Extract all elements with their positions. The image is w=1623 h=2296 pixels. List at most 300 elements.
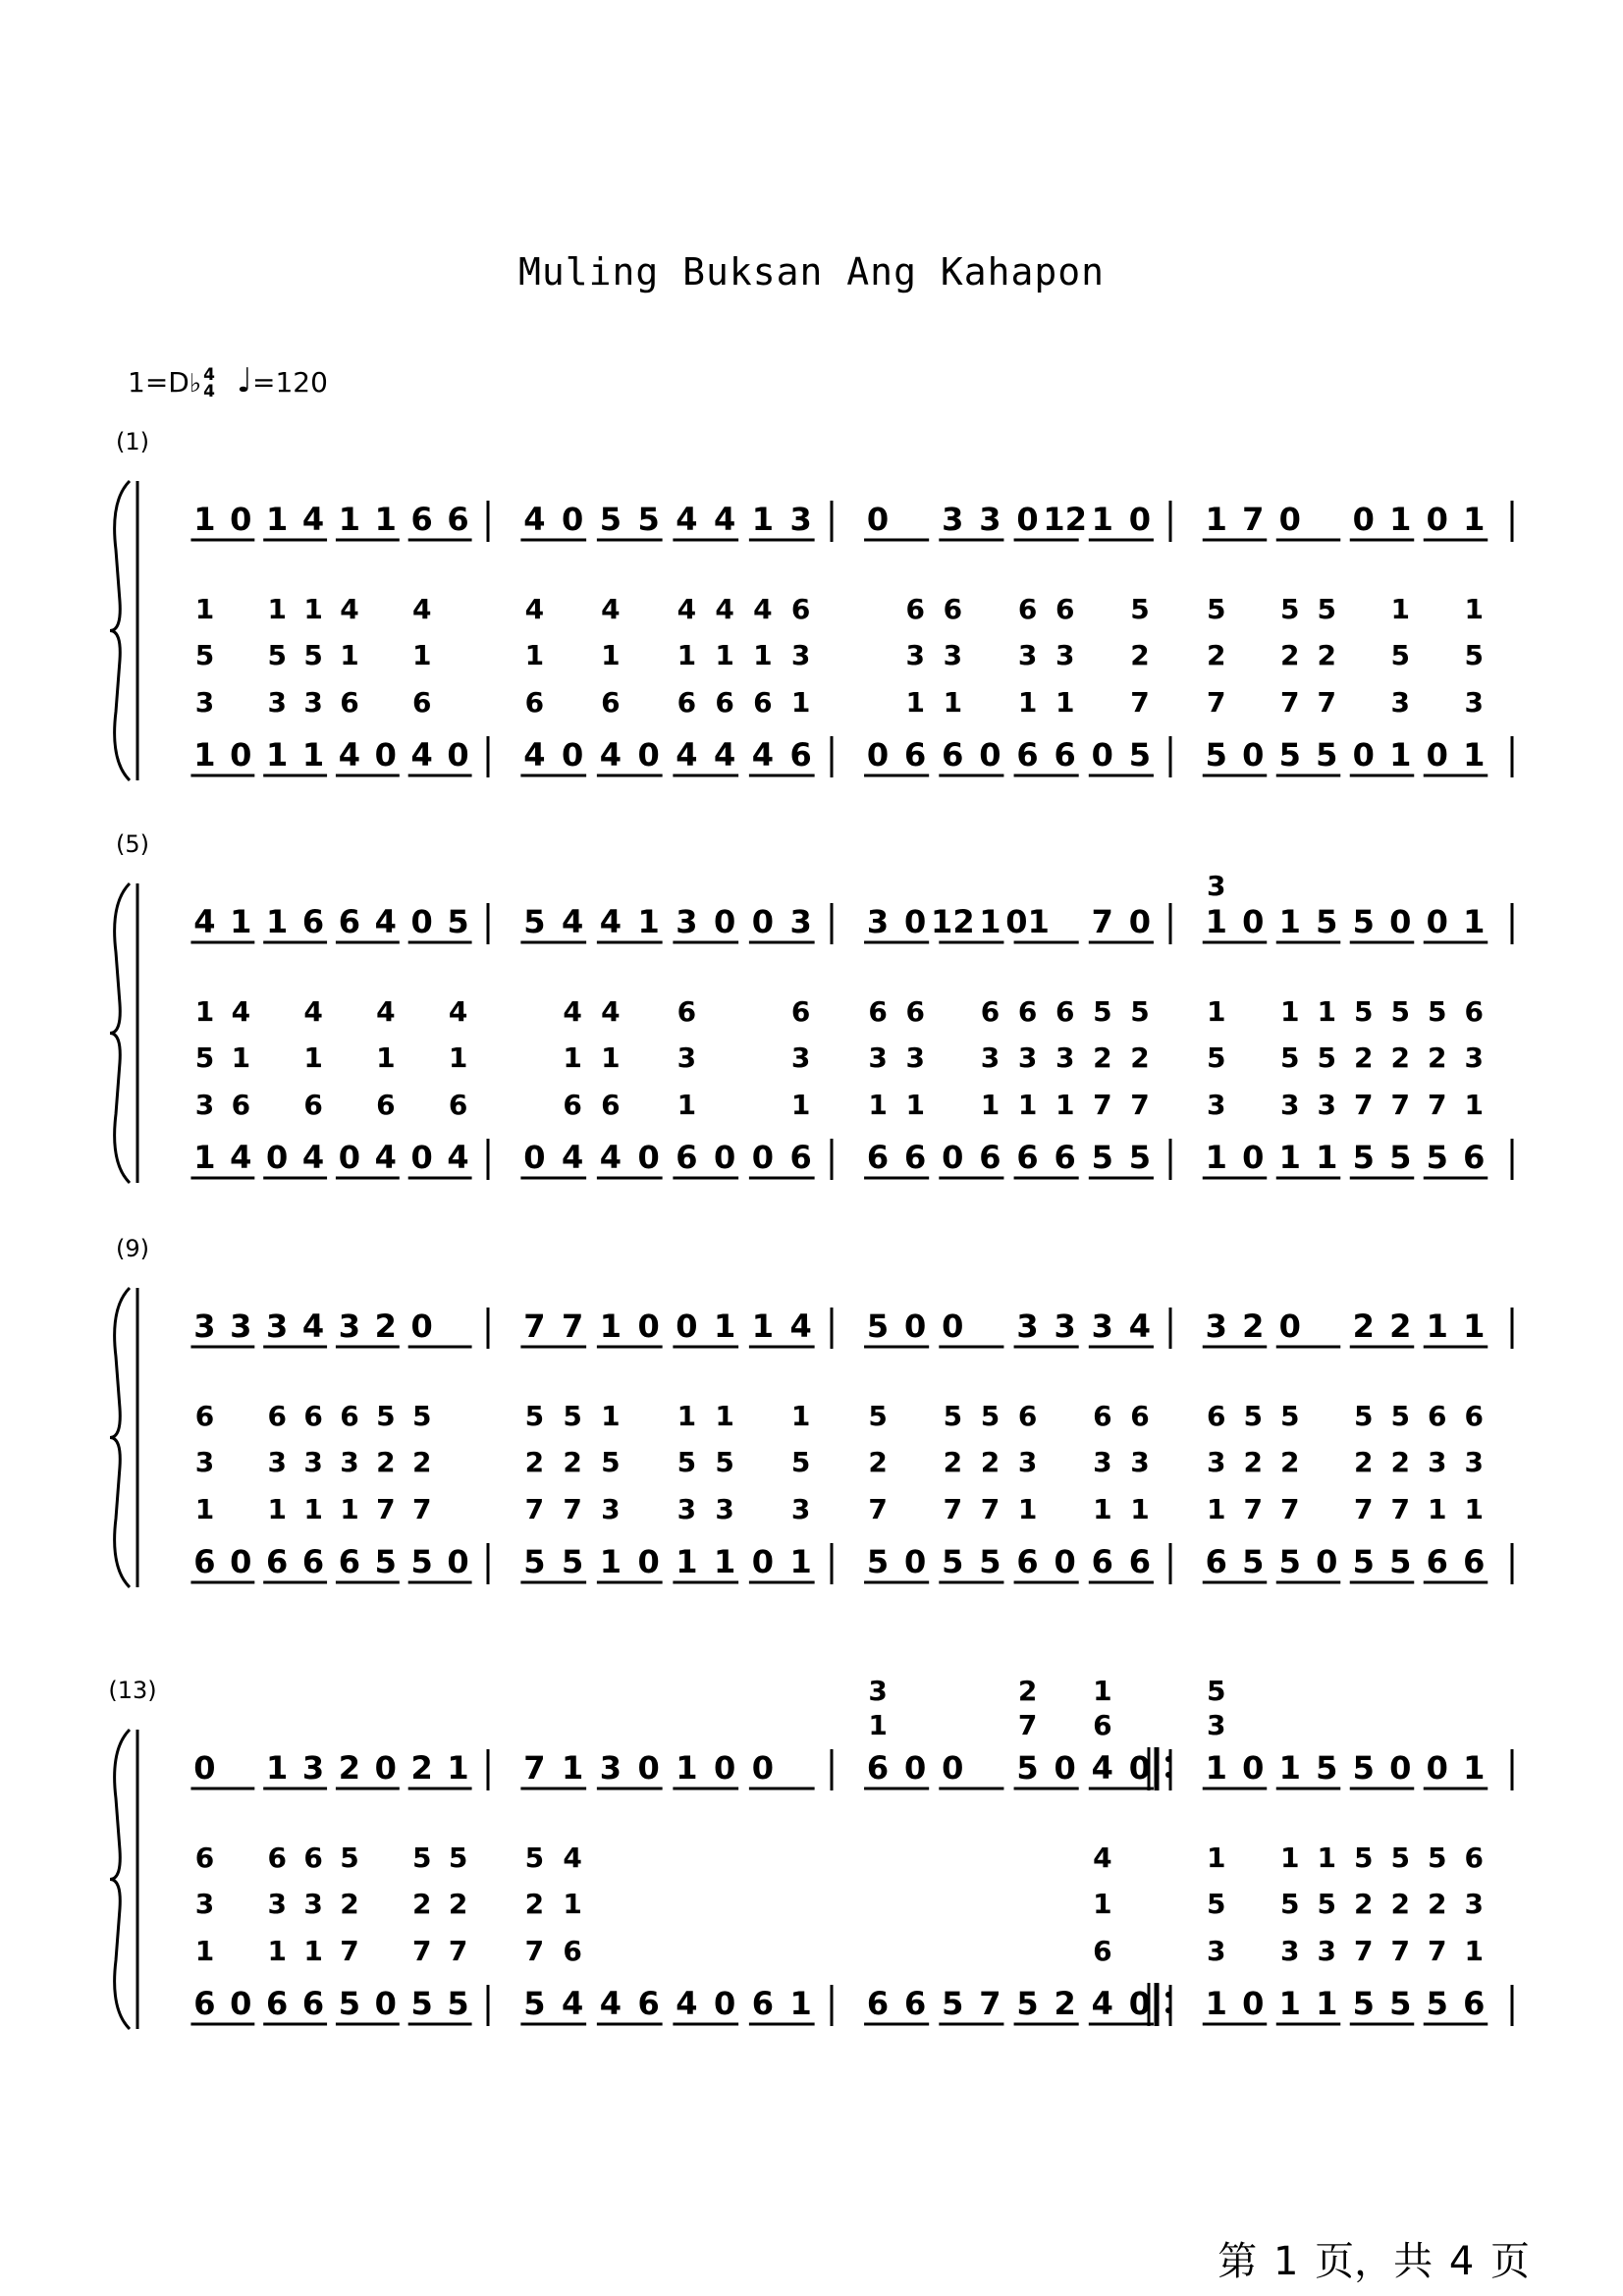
bass-note: 4 <box>676 736 698 774</box>
bass-note: 4 <box>751 736 775 774</box>
chord-bot-note: 6 <box>601 686 621 719</box>
bass-note: 0 <box>1316 1543 1338 1580</box>
chord-mid-note: 3 <box>1093 1446 1112 1478</box>
melody-note: 0 <box>1242 1749 1265 1787</box>
chord-top-note: 5 <box>563 1400 582 1432</box>
bass-note: 0 <box>230 1543 252 1580</box>
chord-mid-note: 5 <box>715 1446 734 1478</box>
chord-bot-note: 1 <box>1207 1493 1226 1525</box>
chord-mid-note: 3 <box>194 1888 215 1920</box>
bass-note: 0 <box>523 1139 546 1176</box>
melody-note: 01 <box>1005 903 1050 940</box>
bass-note: 0 <box>230 1985 252 2022</box>
chord-mid-note: 3 <box>1428 1446 1447 1478</box>
chord-mid-note: 3 <box>905 639 925 671</box>
bass-note: 4 <box>374 1139 397 1176</box>
chord-bot-note: 7 <box>1390 1089 1410 1121</box>
chord-bot-note: 7 <box>411 1493 432 1525</box>
bass-note: 5 <box>1091 1139 1113 1176</box>
melody-note: 0 <box>1278 1308 1301 1345</box>
chord-top-note: 5 <box>943 1400 963 1432</box>
chord-bot-note: 1 <box>267 1493 287 1525</box>
melody-note: 3 <box>979 501 1001 538</box>
melody-note: 0 <box>751 1749 775 1787</box>
chord-mid-note: 2 <box>1428 1041 1447 1074</box>
chord-mid-note: 1 <box>601 639 621 671</box>
bass-note: 0 <box>1054 1543 1076 1580</box>
bass-note: 4 <box>599 1985 622 2022</box>
chord-top-note: 5 <box>1317 593 1336 625</box>
chord-mid-note: 3 <box>267 1446 287 1478</box>
bass-note: 6 <box>1054 1139 1076 1176</box>
chord-bot-note: 7 <box>563 1493 582 1525</box>
chord-mid-note: 3 <box>1464 1041 1484 1074</box>
chord-top-note: 6 <box>340 1400 359 1432</box>
bass-note: 0 <box>751 1139 775 1176</box>
chord-bot-note: 3 <box>1207 1089 1226 1121</box>
chord-mid-note: 3 <box>1017 1446 1038 1478</box>
chord-bot-note: 6 <box>376 1089 396 1121</box>
chord-bot-note: 6 <box>715 686 734 719</box>
melody-note: 6 <box>866 1749 890 1787</box>
bass-note: 0 <box>1242 736 1265 774</box>
melody-note: 4 <box>301 501 325 538</box>
bass-note: 5 <box>338 1985 361 2022</box>
melody-note: 4 <box>1128 1308 1152 1345</box>
chord-bot-note: 6 <box>601 1089 621 1121</box>
melody-note: 4 <box>523 501 546 538</box>
bass-note: 6 <box>979 1139 1001 1176</box>
chord-bot-note: 7 <box>376 1493 396 1525</box>
bass-note: 5 <box>1389 1985 1412 2022</box>
chord-top-note: 5 <box>1093 995 1112 1028</box>
brace <box>110 481 130 780</box>
chord-bot-note: 1 <box>790 1089 811 1121</box>
chord-bot-note: 7 <box>524 1493 545 1525</box>
chord-bot-note: 1 <box>980 1089 1001 1121</box>
chord-mid-note: 5 <box>1280 1888 1300 1920</box>
chord-mid-note: 5 <box>1390 639 1410 671</box>
chord-mid-note: 5 <box>601 1446 621 1478</box>
bass-note: 6 <box>301 1985 325 2022</box>
melody-note: 1 <box>713 1308 736 1345</box>
chord-top-note: 4 <box>411 593 432 625</box>
chord-top-note: 5 <box>411 1842 432 1874</box>
melody-note: 0 <box>1016 501 1039 538</box>
chord-bot-note: 7 <box>1354 1493 1374 1525</box>
melody-note: 3 <box>942 501 964 538</box>
chord-mid-note: 5 <box>790 1446 811 1478</box>
bass-note: 6 <box>1205 1543 1227 1580</box>
chord-top-note: 6 <box>1017 995 1038 1028</box>
melody-note: 2 <box>1242 1308 1265 1345</box>
melody-note: 1 <box>230 903 252 940</box>
chord-top-note: 6 <box>1207 1400 1226 1432</box>
melody-note: 4 <box>301 1308 325 1345</box>
chord-bot-note: 1 <box>868 1089 888 1121</box>
chord-mid-note: 2 <box>868 1446 888 1478</box>
melody-note: 0 <box>1426 1749 1448 1787</box>
melody-note: 2 <box>410 1749 433 1787</box>
bass-note: 1 <box>1205 1139 1227 1176</box>
melody-note: 0 <box>637 1308 660 1345</box>
chord-mid-note: 2 <box>376 1446 396 1478</box>
melody-note: 12 <box>931 903 975 940</box>
melody-note: 2 <box>338 1749 361 1787</box>
chord-top-note: 6 <box>1055 995 1075 1028</box>
melody-note: 1 <box>266 501 289 538</box>
chord-top-note: 6 <box>1464 1842 1484 1874</box>
chord-mid-note: 5 <box>1207 1041 1226 1074</box>
chord-top-note: 5 <box>1130 593 1150 625</box>
chord-bot-note: 1 <box>1464 1935 1484 1967</box>
chord-top-note: 5 <box>340 1842 359 1874</box>
bass-note: 5 <box>1389 1543 1412 1580</box>
melody-note: 1 <box>599 1308 622 1345</box>
chord-mid-note: 5 <box>194 639 215 671</box>
chord-bot-note: 3 <box>1317 1935 1336 1967</box>
chord-mid-note: 2 <box>524 1446 545 1478</box>
melody-note: 3 <box>789 903 812 940</box>
upper-chord-note: 3 <box>1207 1709 1226 1741</box>
melody-note: 0 <box>904 1749 927 1787</box>
chord-top-note: 1 <box>1280 995 1300 1028</box>
chord-top-note: 1 <box>1207 995 1226 1028</box>
bass-note: 5 <box>1389 1139 1412 1176</box>
bass-note: 5 <box>523 1543 546 1580</box>
bass-note: 6 <box>751 1985 775 2022</box>
melody-note: 7 <box>523 1308 546 1345</box>
chord-top-note: 1 <box>1207 1842 1226 1874</box>
chord-mid-note: 3 <box>1130 1446 1150 1478</box>
chord-mid-note: 2 <box>1354 1041 1374 1074</box>
chord-bot-note: 1 <box>1017 1493 1038 1525</box>
tempo-value: =120 <box>252 366 328 399</box>
chord-mid-note: 1 <box>411 639 432 671</box>
bass-note: 1 <box>1278 1139 1301 1176</box>
bass-note: 6 <box>1054 736 1076 774</box>
bass-note: 6 <box>1128 1543 1152 1580</box>
bass-note: 0 <box>979 736 1001 774</box>
chord-top-note: 5 <box>1390 995 1410 1028</box>
chord-top-note: 5 <box>1243 1400 1263 1432</box>
bass-note: 1 <box>789 1543 812 1580</box>
chord-bot-note: 7 <box>1207 686 1226 719</box>
melody-note: 0 <box>1426 903 1448 940</box>
chord-bot-note: 3 <box>1464 686 1484 719</box>
bass-note: 4 <box>561 1985 584 2022</box>
bass-note: 5 <box>979 1543 1001 1580</box>
bass-note: 5 <box>1016 1985 1039 2022</box>
bass-note: 0 <box>904 1543 927 1580</box>
bass-note: 5 <box>410 1985 433 2022</box>
chord-mid-note: 2 <box>1207 639 1226 671</box>
chord-mid-note: 3 <box>1464 1888 1484 1920</box>
bass-note: 1 <box>1389 736 1412 774</box>
bass-note: 5 <box>1278 1543 1301 1580</box>
melody-note: 3 <box>1091 1308 1113 1345</box>
chord-top-note: 5 <box>411 1400 432 1432</box>
melody-note: 3 <box>1205 1308 1227 1345</box>
bass-note: 5 <box>942 1985 964 2022</box>
chord-top-note: 4 <box>303 995 323 1028</box>
bass-note: 0 <box>1426 736 1448 774</box>
bass-note: 6 <box>338 1543 361 1580</box>
chord-bot-note: 3 <box>194 1089 215 1121</box>
chord-top-note: 5 <box>1390 1400 1410 1432</box>
chord-bot-note: 6 <box>563 1935 582 1967</box>
bass-note: 1 <box>1463 736 1486 774</box>
bass-note: 5 <box>410 1543 433 1580</box>
bass-note: 0 <box>1242 1139 1265 1176</box>
chord-bot-note: 7 <box>1280 1493 1300 1525</box>
chord-top-note: 4 <box>340 593 359 625</box>
chord-mid-note: 3 <box>943 639 963 671</box>
chord-mid-note: 5 <box>194 1041 215 1074</box>
chord-bot-note: 1 <box>1055 1089 1075 1121</box>
flat-icon: ♭ <box>189 369 202 399</box>
bass-note: 4 <box>561 1139 584 1176</box>
bass-note: 1 <box>789 1985 812 2022</box>
chord-top-note: 5 <box>524 1400 545 1432</box>
chord-top-note: 6 <box>790 593 811 625</box>
chord-mid-note: 2 <box>1390 1888 1410 1920</box>
melody-note: 0 <box>942 1749 964 1787</box>
melody-note: 6 <box>447 501 469 538</box>
chord-top-note: 6 <box>1093 1400 1112 1432</box>
chord-top-note: 5 <box>376 1400 396 1432</box>
melody-note: 1 <box>1463 1749 1486 1787</box>
melody-note: 6 <box>410 501 433 538</box>
bass-note: 0 <box>374 1985 397 2022</box>
chord-mid-note: 3 <box>1464 1446 1484 1478</box>
chord-mid-note: 2 <box>980 1446 1001 1478</box>
melody-note: 1 <box>1278 1749 1301 1787</box>
bass-note: 0 <box>713 1139 736 1176</box>
chord-top-note: 5 <box>1280 1400 1300 1432</box>
melody-note: 4 <box>789 1308 812 1345</box>
chord-mid-note: 3 <box>905 1041 925 1074</box>
chord-bot-note: 1 <box>1464 1089 1484 1121</box>
repeat-dot <box>1165 1992 1171 1998</box>
quarter-note-icon: ♩ <box>236 361 252 400</box>
melody-note: 0 <box>676 1308 698 1345</box>
upper-chord-note: 3 <box>868 1675 888 1707</box>
chord-mid-note: 1 <box>376 1041 396 1074</box>
melody-note: 1 <box>447 1749 469 1787</box>
melody-note: 0 <box>1054 1749 1076 1787</box>
chord-top-note: 4 <box>753 593 773 625</box>
chord-top-note: 6 <box>303 1400 323 1432</box>
chord-mid-note: 2 <box>1428 1888 1447 1920</box>
chord-bot-note: 6 <box>524 686 545 719</box>
bass-note: 4 <box>599 736 622 774</box>
chord-top-note: 5 <box>1354 995 1374 1028</box>
chord-bot-note: 1 <box>676 1089 697 1121</box>
chord-bot-note: 6 <box>411 686 432 719</box>
melody-note: 5 <box>1352 1749 1375 1787</box>
bass-note: 6 <box>301 1543 325 1580</box>
bass-note: 5 <box>1352 1985 1375 2022</box>
bass-note: 6 <box>1091 1543 1113 1580</box>
chord-bot-note: 3 <box>267 686 287 719</box>
chord-top-note: 1 <box>1464 593 1484 625</box>
chord-mid-note: 2 <box>1280 1446 1300 1478</box>
chord-top-note: 5 <box>1354 1842 1374 1874</box>
bass-note: 0 <box>410 1139 433 1176</box>
melody-note: 4 <box>374 903 397 940</box>
melody-note: 3 <box>301 1749 325 1787</box>
chord-mid-note: 2 <box>411 1446 432 1478</box>
melody-note: 5 <box>1352 903 1375 940</box>
chord-top-note: 6 <box>980 995 1001 1028</box>
bass-note: 1 <box>599 1543 622 1580</box>
bass-note: 6 <box>789 1139 812 1176</box>
melody-note: 0 <box>904 903 927 940</box>
melody-note: 0 <box>230 501 252 538</box>
bass-note: 0 <box>561 736 584 774</box>
chord-top-note: 1 <box>1317 995 1336 1028</box>
chord-mid-note: 5 <box>1207 1888 1226 1920</box>
melody-note: 5 <box>1316 903 1338 940</box>
melody-note: 3 <box>599 1749 622 1787</box>
chord-mid-note: 5 <box>1464 639 1484 671</box>
page-footer: 第 1 页，共 4 页 <box>1217 2239 1530 2284</box>
bass-note: 5 <box>374 1543 397 1580</box>
chord-top-note: 6 <box>676 995 697 1028</box>
chord-top-note: 5 <box>1428 995 1447 1028</box>
chord-bot-note: 7 <box>1130 686 1150 719</box>
melody-note: 0 <box>1389 903 1412 940</box>
chord-top-note: 6 <box>1130 1400 1150 1432</box>
chord-bot-note: 3 <box>1207 1935 1226 1967</box>
bass-note: 5 <box>1128 1139 1152 1176</box>
bass-note: 6 <box>1463 1139 1486 1176</box>
bass-note: 6 <box>1426 1543 1448 1580</box>
bass-note: 5 <box>1426 1985 1448 2022</box>
chord-top-note: 4 <box>448 995 468 1028</box>
bass-note: 6 <box>866 1985 890 2022</box>
bass-note: 5 <box>1352 1139 1375 1176</box>
chord-top-note: 4 <box>676 593 697 625</box>
melody-note: 6 <box>301 903 325 940</box>
melody-note: 0 <box>1389 1749 1412 1787</box>
bass-note: 5 <box>1316 736 1338 774</box>
chord-bot-note: 7 <box>1317 686 1336 719</box>
chord-mid-note: 3 <box>790 639 811 671</box>
chord-top-note: 4 <box>563 1842 582 1874</box>
melody-note: 1 <box>561 1749 584 1787</box>
melody-note: 1 <box>338 501 361 538</box>
melody-note: 1 <box>266 1749 289 1787</box>
bass-note: 0 <box>1091 736 1113 774</box>
melody-note: 1 <box>1463 903 1486 940</box>
chord-bot-note: 6 <box>563 1089 582 1121</box>
chord-mid-note: 3 <box>303 1446 323 1478</box>
bass-note: 0 <box>637 736 660 774</box>
melody-note: 1 <box>1091 501 1113 538</box>
chord-bot-note: 7 <box>1428 1089 1447 1121</box>
bass-note: 4 <box>713 736 736 774</box>
chord-bot-note: 6 <box>1093 1935 1112 1967</box>
bass-note: 6 <box>193 1985 216 2022</box>
bass-note: 6 <box>904 1139 927 1176</box>
chord-top-note: 4 <box>1093 1842 1112 1874</box>
repeat-dot <box>1165 1756 1171 1762</box>
bass-note: 1 <box>1278 1985 1301 2022</box>
chord-mid-note: 1 <box>715 639 734 671</box>
chord-bot-note: 1 <box>194 1935 215 1967</box>
bass-note: 0 <box>447 1543 469 1580</box>
bass-note: 5 <box>523 1985 546 2022</box>
chord-bot-note: 7 <box>1354 1089 1374 1121</box>
chord-mid-note: 3 <box>790 1041 811 1074</box>
chord-bot-note: 7 <box>1243 1493 1263 1525</box>
chord-mid-note: 3 <box>676 1041 697 1074</box>
chord-mid-note: 2 <box>340 1888 359 1920</box>
chord-bot-note: 7 <box>448 1935 468 1967</box>
bass-note: 5 <box>942 1543 964 1580</box>
chord-mid-note: 2 <box>563 1446 582 1478</box>
bass-note: 0 <box>942 1139 964 1176</box>
chord-bot-note: 3 <box>1390 686 1410 719</box>
bass-note: 5 <box>1205 736 1227 774</box>
chord-top-note: 6 <box>267 1842 287 1874</box>
chord-mid-note: 2 <box>411 1888 432 1920</box>
bass-note: 1 <box>1205 1985 1227 2022</box>
upper-chord-note: 5 <box>1207 1675 1226 1707</box>
chord-bot-note: 6 <box>676 686 697 719</box>
bass-note: 0 <box>447 736 469 774</box>
melody-note: 2 <box>374 1308 397 1345</box>
chord-bot-note: 1 <box>303 1935 323 1967</box>
chord-mid-note: 1 <box>524 639 545 671</box>
melody-note: 0 <box>374 1749 397 1787</box>
chord-mid-note: 1 <box>563 1888 582 1920</box>
bass-note: 6 <box>1016 1139 1039 1176</box>
chord-bot-note: 1 <box>303 1493 323 1525</box>
chord-top-note: 5 <box>980 1400 1001 1432</box>
chord-mid-note: 1 <box>753 639 773 671</box>
chord-mid-note: 5 <box>303 639 323 671</box>
bass-note: 1 <box>676 1543 698 1580</box>
chord-top-note: 4 <box>524 593 545 625</box>
chord-top-note: 1 <box>601 1400 621 1432</box>
melody-note: 0 <box>904 1308 927 1345</box>
chord-top-note: 5 <box>1390 1842 1410 1874</box>
bass-note: 0 <box>866 736 890 774</box>
melody-note: 5 <box>523 903 546 940</box>
melody-note: 1 <box>1389 501 1412 538</box>
bass-note: 0 <box>230 736 252 774</box>
melody-note: 0 <box>1128 1749 1152 1787</box>
chord-mid-note: 2 <box>1093 1041 1112 1074</box>
melody-note: 3 <box>266 1308 289 1345</box>
bass-note: 1 <box>266 736 289 774</box>
chord-top-note: 6 <box>267 1400 287 1432</box>
chord-bot-note: 3 <box>1280 1089 1300 1121</box>
bass-note: 5 <box>866 1543 890 1580</box>
bass-note: 0 <box>374 736 397 774</box>
chord-mid-note: 3 <box>1017 1041 1038 1074</box>
chord-top-note: 1 <box>194 593 215 625</box>
chord-bot-note: 3 <box>1280 1935 1300 1967</box>
chord-bot-note: 7 <box>943 1493 963 1525</box>
melody-note: 4 <box>713 501 736 538</box>
chord-mid-note: 3 <box>1207 1446 1226 1478</box>
melody-note: 7 <box>1091 903 1113 940</box>
system-label: (13) <box>108 1677 157 1704</box>
